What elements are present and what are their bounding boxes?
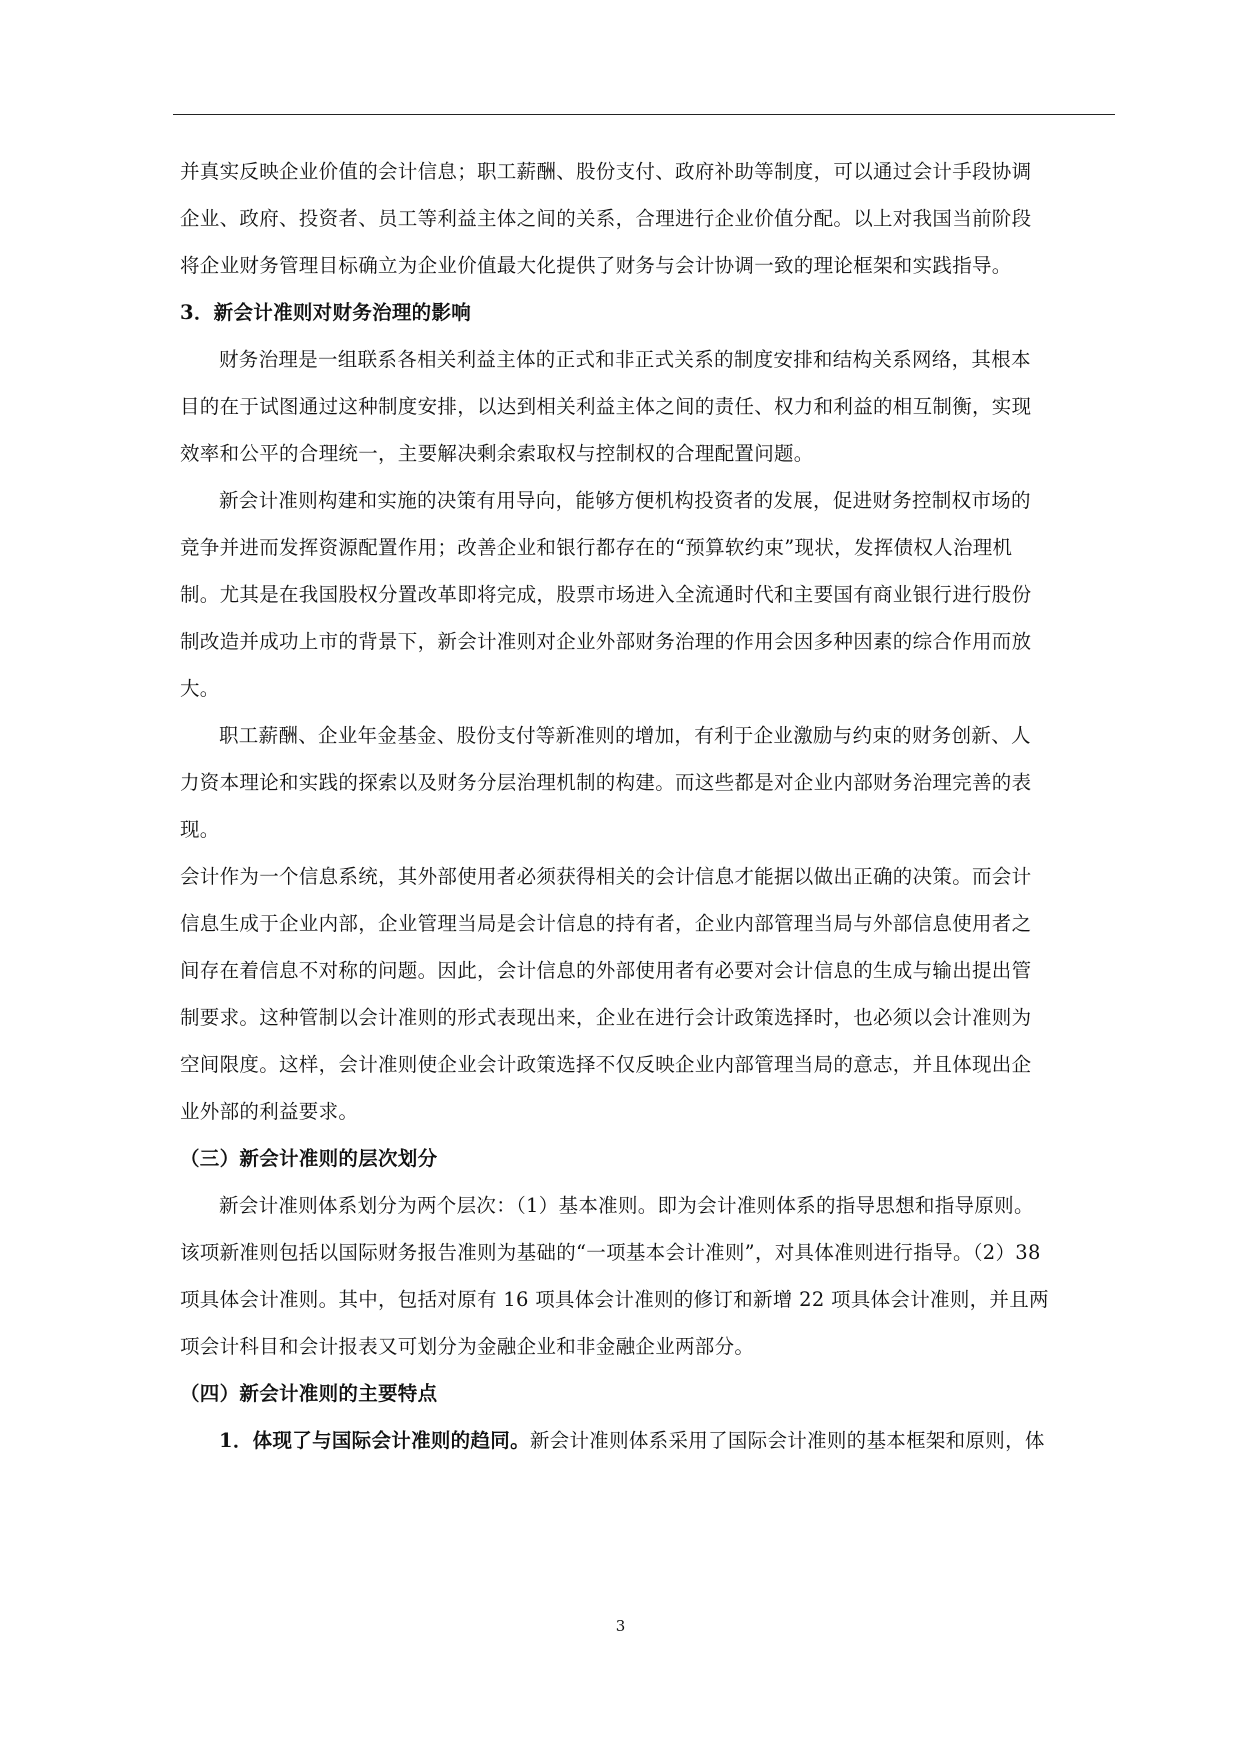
paragraph-line: 目的在于试图通过这种制度安排，以达到相关利益主体之间的责任、权力和利益的相互制衡，实现 bbox=[180, 395, 1032, 418]
paragraph-line: 该项新准则包括以国际财务报告准则为基础的“一项基本会计准则”，对具体准则进行指导。（2）38 bbox=[180, 1241, 1041, 1264]
paragraph-line bbox=[180, 1417, 1115, 1464]
paragraph-line: 现。 bbox=[180, 818, 220, 841]
paragraph-line: 效率和公平的合理统一，主要解决剩余索取权与控制权的合理配置问题。 bbox=[180, 442, 814, 465]
section-heading: 3．新会计准则对财务治理的影响 bbox=[180, 301, 472, 324]
paragraph-line: 将企业财务管理目标确立为企业价值最大化提供了财务与会计协调一致的理论框架和实践指导。 bbox=[180, 254, 1012, 277]
paragraph-line: 间存在着信息不对称的问题。因此，会计信息的外部使用者有必要对会计信息的生成与输出提出管 bbox=[180, 959, 1032, 982]
paragraph-line: 大。 bbox=[180, 677, 220, 700]
section-heading: （四）新会计准则的主要特点 bbox=[180, 1382, 438, 1405]
paragraph-line: 项会计科目和会计报表又可划分为金融企业和非金融企业两部分。 bbox=[180, 1335, 755, 1358]
paragraph-line: 企业、政府、投资者、员工等利益主体之间的关系，合理进行企业价值分配。以上对我国当前阶段 bbox=[180, 207, 1032, 230]
paragraph-line: 新会计准则体系划分为两个层次：（1）基本准则。即为会计准则体系的指导思想和指导原则。 bbox=[219, 1194, 1034, 1217]
page-number: 3 bbox=[615, 1617, 626, 1635]
paragraph-line: 制改造并成功上市的背景下，新会计准则对企业外部财务治理的作用会因多种因素的综合作用而放 bbox=[180, 630, 1032, 653]
item-heading: 1．体现了与国际会计准则的趋同。 bbox=[219, 1429, 530, 1452]
paragraph-line: 职工薪酬、企业年金基金、股份支付等新准则的增加，有利于企业激励与约束的财务创新、人 bbox=[219, 724, 1031, 747]
paragraph-line: 力资本理论和实践的探索以及财务分层治理机制的构建。而这些都是对企业内部财务治理完善的表 bbox=[180, 771, 1032, 794]
paragraph-line: 并真实反映企业价值的会计信息；职工薪酬、股份支付、政府补助等制度，可以通过会计手段协调 bbox=[180, 160, 1032, 183]
paragraph-line: 项具体会计准则。其中，包括对原有 16 项具体会计准则的修订和新增 22 项具体会计准则，并且两 bbox=[180, 1288, 1049, 1311]
header-rule bbox=[173, 114, 1115, 115]
paragraph-line: 业外部的利益要求。 bbox=[180, 1100, 359, 1123]
section-heading: （三）新会计准则的层次划分 bbox=[180, 1147, 438, 1170]
document-body bbox=[180, 148, 1115, 1464]
paragraph-line: 会计作为一个信息系统，其外部使用者必须获得相关的会计信息才能据以做出正确的决策。而会计 bbox=[180, 865, 1032, 888]
paragraph-line: 竞争并进而发挥资源配置作用；改善企业和银行都存在的“预算软约束”现状，发挥债权人治理机 bbox=[180, 536, 1013, 559]
paragraph-line: 制要求。这种管制以会计准则的形式表现出来，企业在进行会计政策选择时，也必须以会计准则为 bbox=[180, 1006, 1032, 1029]
paragraph-line: 信息生成于企业内部，企业管理当局是会计信息的持有者，企业内部管理当局与外部信息使用者之 bbox=[180, 912, 1032, 935]
paragraph-line: 制。尤其是在我国股权分置改革即将完成，股票市场进入全流通时代和主要国有商业银行进行股份 bbox=[180, 583, 1032, 606]
paragraph-line: 新会计准则构建和实施的决策有用导向，能够方便机构投资者的发展，促进财务控制权市场的 bbox=[219, 489, 1031, 512]
paragraph-line: 空间限度。这样，会计准则使企业会计政策选择不仅反映企业内部管理当局的意志，并且体现出企 bbox=[180, 1053, 1032, 1076]
paragraph-line: 财务治理是一组联系各相关利益主体的正式和非正式关系的制度安排和结构关系网络，其根本 bbox=[219, 348, 1031, 371]
item-text: 新会计准则体系采用了国际会计准则的基本框架和原则，体 bbox=[529, 1429, 1045, 1452]
